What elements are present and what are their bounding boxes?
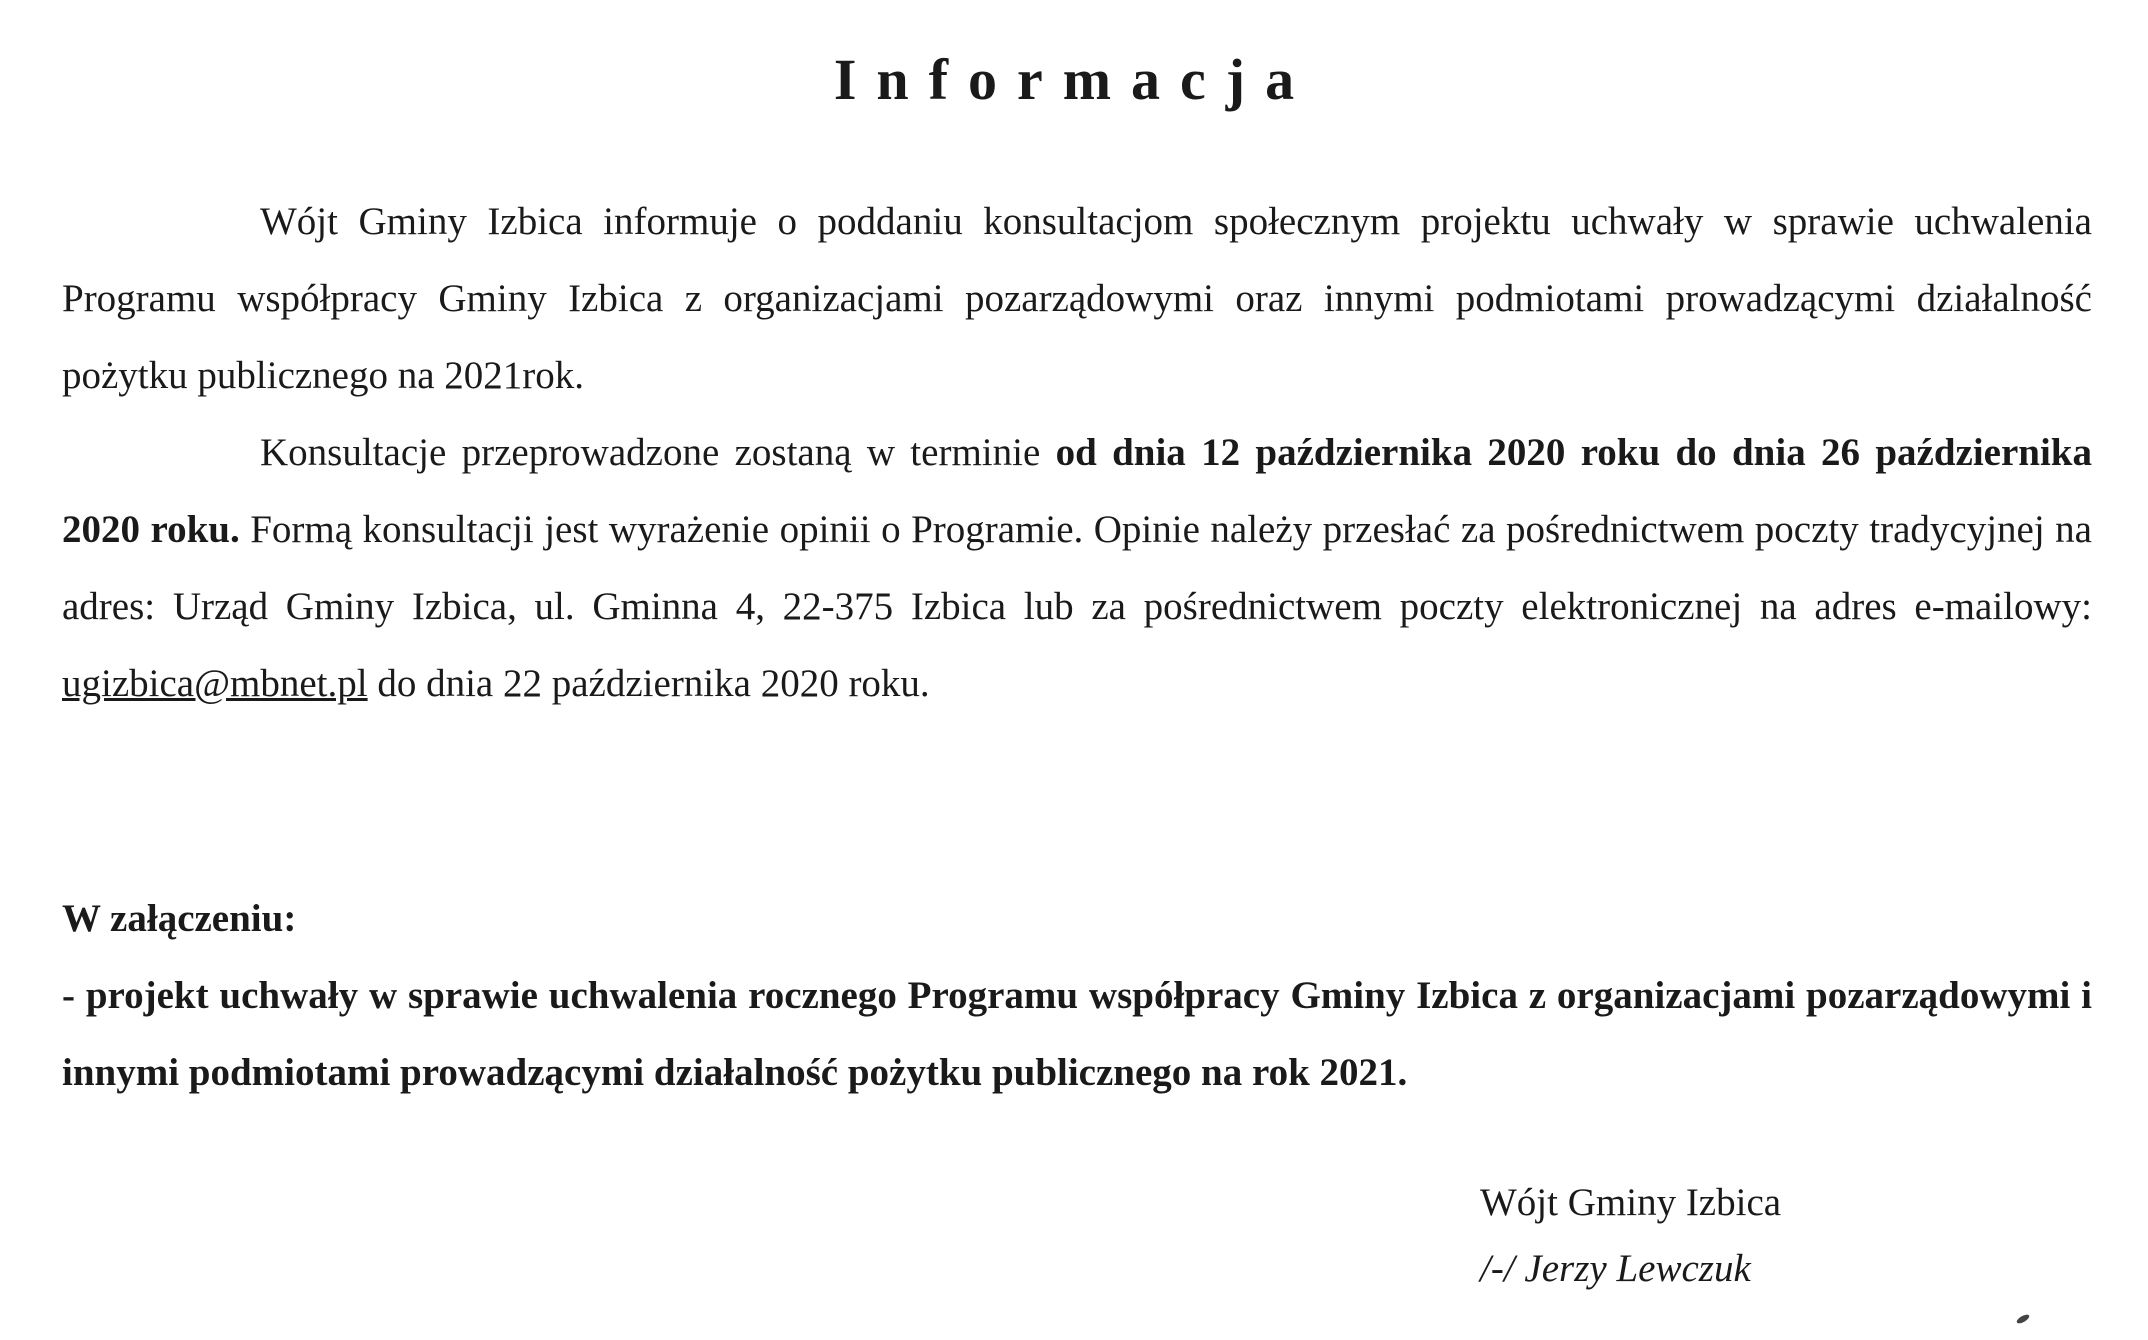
document-title: Informacja: [833, 47, 1315, 112]
email-link[interactable]: ugizbica@mbnet.pl: [62, 662, 368, 705]
paragraph-consultation: [62, 414, 2092, 722]
signature-role: Wójt Gminy Izbica: [1480, 1181, 1782, 1224]
attachment-item: - projekt uchwały w sprawie uchwalenia rocznego Programu współpracy Gminy Izbica z organizacjami pozarządowymi i innymi podmiotami prowadzącymi działalność pożytku publicznego na rok 2021.: [62, 974, 2092, 1094]
signature-block: [1480, 1170, 1980, 1302]
signature-name: /-/ Jerzy Lewczuk: [1480, 1247, 1751, 1290]
attachments-heading: W załączeniu:: [62, 897, 297, 940]
consultation-details-text: Formą konsultacji jest wyrażenie opinii o Programie. Opinie należy przesłać za pośrednictwem poczty tradycyjnej na adres: Urząd Gminy Izbica, ul. Gminna 4, 22-375 Izbica lub za pośrednictwem poczty elektronicznej na adres e-mailowy:: [62, 508, 2092, 628]
attachments-section: [62, 880, 2092, 1111]
consultation-period: od dnia 12 października 2020 roku do dnia 26 października 2020 roku.: [62, 431, 2092, 551]
consultation-deadline-text: do dnia 22 października 2020 roku.: [367, 662, 930, 705]
paragraph-announcement: Wójt Gminy Izbica informuje o poddaniu konsultacjom społecznym projektu uchwały w sprawie uchwalenia Programu współpracy Gminy Izbica z organizacjami pozarządowymi oraz innymi podmiotami prowadzącymi działalność pożytku publicznego na 2021rok.: [62, 200, 2092, 397]
document-body: [62, 183, 2092, 722]
scan-speck: [2015, 1313, 2030, 1325]
consultation-lead-text: Konsultacje przeprowadzone zostaną w terminie: [260, 431, 1056, 474]
